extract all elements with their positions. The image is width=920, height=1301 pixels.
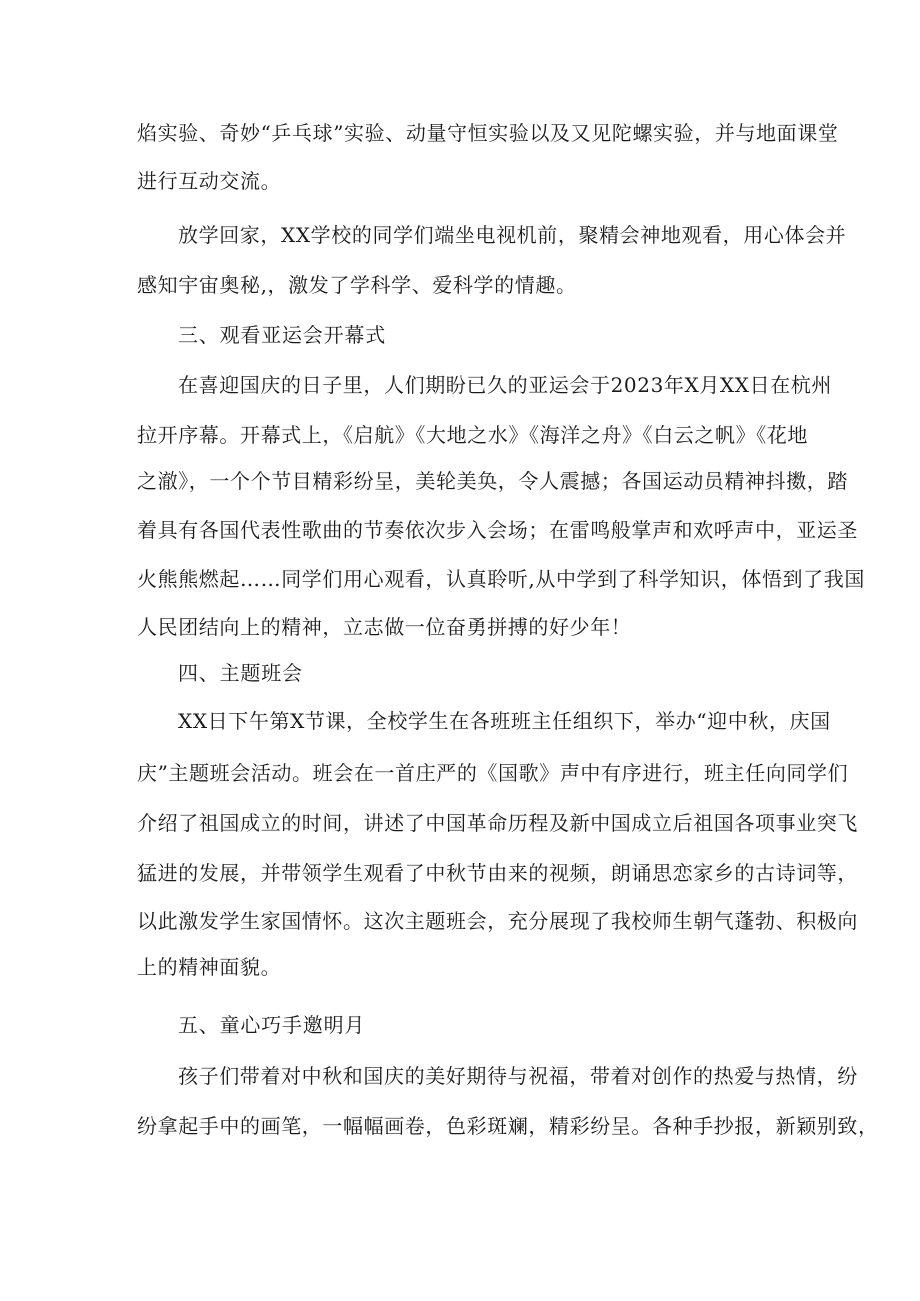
- paragraph-line: 着具有各国代表性歌曲的节奏依次步入会场；在雷鸣般掌声和欢呼声中，亚运圣: [137, 518, 858, 542]
- paragraph-line: 焰实验、奇妙“乒乓球”实验、动量守恒实验以及又见陀螺实验，并与地面课堂: [137, 121, 839, 145]
- paragraph-line: 之澈》，一个个节目精彩纷呈，美轮美奂，令人震撼；各国运动员精神抖擞，踏: [137, 469, 848, 493]
- paragraph-line: 庆”主题班会活动。班会在一首庄严的《国歌》声中有序进行，班主任向同学们: [137, 761, 849, 785]
- paragraph-line: 介绍了祖国成立的时间，讲述了中国革命历程及新中国成立后祖国各项事业突飞: [137, 811, 858, 835]
- paragraph-line: XX日下午第X节课，全校学生在各班班主任组织下，举办“迎中秋，庆国: [178, 709, 831, 733]
- paragraph-line: 猛进的发展，并带领学生观看了中秋节由来的视频，朗诵思恋家乡的古诗词等，: [137, 861, 858, 885]
- paragraph-line: 以此激发学生家国情怀。这次主题班会，充分展现了我校师生朝气蓬勃、积极向: [137, 909, 858, 933]
- paragraph-line: 纷拿起手中的画笔，一幅幅画卷，色彩斑斓，精彩纷呈。各种手抄报，新颖别致，: [137, 1114, 879, 1138]
- paragraph-line: 放学回家，XX学校的同学们端坐电视机前，聚精会神地观看，用心体会并: [178, 223, 847, 247]
- paragraph-line: 拉开序幕。开幕式上，《启航》《大地之水》《海洋之舟》《白云之帆》《花地: [137, 423, 808, 447]
- paragraph-line: 火熊熊燃起……同学们用心观看，认真聆听,从中学到了科学知识，体悟到了我国: [137, 567, 865, 591]
- paragraph-line: 上的精神面貌。: [137, 955, 282, 979]
- paragraph-line: 进行互动交流。: [137, 169, 282, 193]
- section-heading: 五、童心巧手邀明月: [178, 1013, 366, 1037]
- paragraph-line: 人民团结向上的精神，立志做一位奋勇拼搏的好少年！: [137, 615, 632, 639]
- paragraph-line: 感知宇宙奥秘,，激发了学科学、爱科学的情趣。: [137, 273, 577, 297]
- paragraph-line: 孩子们带着对中秋和国庆的美好期待与祝福，带着对创作的热爱与热情，纷: [178, 1064, 858, 1088]
- paragraph-line: 在喜迎国庆的日子里，人们期盼已久的亚运会于2023年X月XX日在杭州: [178, 373, 833, 397]
- section-heading: 三、观看亚运会开幕式: [178, 323, 386, 347]
- section-heading: 四、主题班会: [178, 661, 303, 685]
